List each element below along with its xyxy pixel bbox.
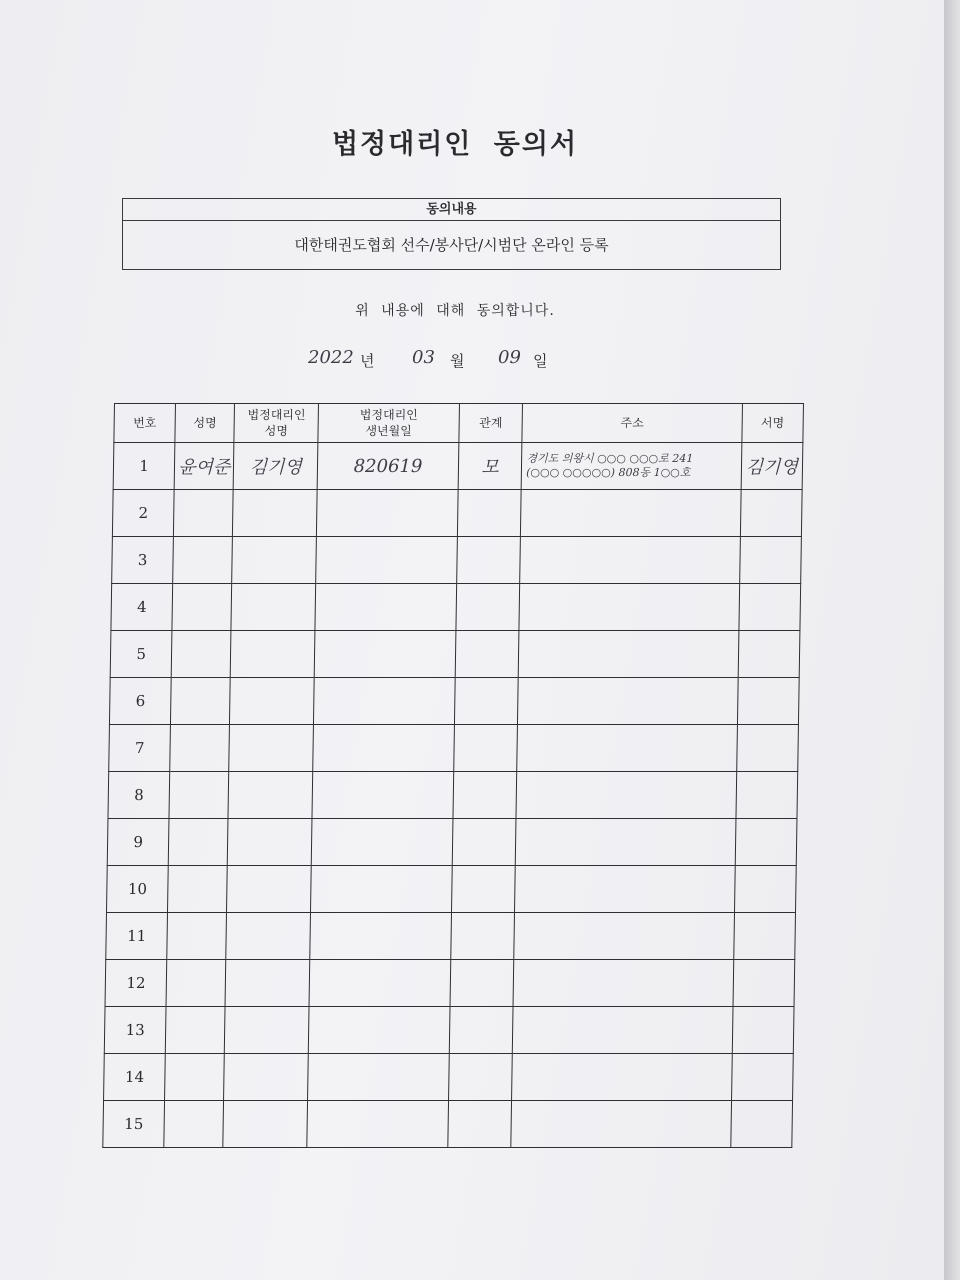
row-address xyxy=(516,772,736,819)
row-address-line1: 경기도 의왕시 ○○○ ○○○로 241 xyxy=(526,452,694,465)
row-relation xyxy=(448,1101,512,1148)
row-guardian-name xyxy=(225,1007,309,1054)
row-relation xyxy=(452,819,516,866)
row-guardian-birth xyxy=(311,866,453,913)
row-guardian-name xyxy=(225,960,309,1007)
document-title: 법정대리인 동의서 xyxy=(331,129,579,160)
header-relation: 관계 xyxy=(459,404,523,443)
row-address xyxy=(517,725,737,772)
row-guardian-birth xyxy=(309,960,451,1007)
row-address xyxy=(521,490,741,537)
table-row xyxy=(109,678,799,725)
row-signature xyxy=(736,725,798,772)
row-name xyxy=(172,584,232,631)
row-relation xyxy=(449,1007,513,1054)
row-address xyxy=(515,819,735,866)
row-relation xyxy=(453,772,517,819)
row-address xyxy=(513,960,733,1007)
row-address xyxy=(511,1101,731,1148)
row-name xyxy=(168,866,228,913)
row-name xyxy=(170,725,230,772)
header-signature: 서명 xyxy=(742,404,804,443)
row-relation xyxy=(449,1054,513,1101)
row-name xyxy=(173,537,233,584)
row-signature xyxy=(737,678,799,725)
guardian-table xyxy=(102,403,804,1148)
row-guardian-birth xyxy=(315,584,457,631)
row-signature xyxy=(738,631,800,678)
row-signature: 김기영 xyxy=(741,443,803,490)
row-name xyxy=(166,960,226,1007)
guardian-table-wrapper xyxy=(102,403,799,1163)
row-name xyxy=(171,631,231,678)
row-address xyxy=(513,1007,733,1054)
row-signature xyxy=(731,1054,793,1101)
row-guardian-name xyxy=(231,584,315,631)
table-row xyxy=(107,819,797,866)
row-number: 5 xyxy=(110,631,172,678)
row-address xyxy=(519,584,739,631)
row-relation xyxy=(454,725,518,772)
row-signature xyxy=(732,1007,794,1054)
row-guardian-name xyxy=(231,631,315,678)
row-signature xyxy=(736,772,798,819)
table-row xyxy=(112,537,802,584)
row-relation xyxy=(455,631,519,678)
table-row xyxy=(109,725,799,772)
row-guardian-name xyxy=(228,772,312,819)
row-address xyxy=(514,913,734,960)
date-line xyxy=(300,346,600,376)
row-address xyxy=(521,443,741,490)
row-name xyxy=(169,772,229,819)
date-day: 09 xyxy=(498,347,521,368)
header-name: 성명 xyxy=(175,404,235,443)
table-row xyxy=(110,631,800,678)
row-address xyxy=(512,1054,732,1101)
table-row xyxy=(103,1101,793,1148)
table-row xyxy=(104,1054,794,1101)
consent-body: 대한태권도협회 선수/봉사단/시범단 온라인 등록 xyxy=(294,236,609,254)
row-guardian-name xyxy=(228,819,312,866)
table-row xyxy=(106,913,796,960)
row-number: 8 xyxy=(108,772,170,819)
row-address xyxy=(515,866,735,913)
row-number: 12 xyxy=(105,960,167,1007)
table-row xyxy=(105,960,795,1007)
table-row xyxy=(104,1007,794,1054)
row-address xyxy=(520,537,740,584)
row-signature xyxy=(739,584,801,631)
row-guardian-birth xyxy=(314,631,456,678)
row-address-line2: (○○○ ○○○○○) 808동 1○○호 xyxy=(526,466,691,479)
row-relation xyxy=(451,866,515,913)
header-guardian-birth xyxy=(318,404,459,443)
row-number: 6 xyxy=(109,678,171,725)
row-guardian-birth xyxy=(307,1101,449,1148)
row-number: 4 xyxy=(111,584,173,631)
row-guardian-birth xyxy=(316,537,458,584)
date-month: 03 xyxy=(412,347,435,368)
row-number: 9 xyxy=(107,819,169,866)
row-signature xyxy=(739,537,801,584)
table-row xyxy=(112,490,802,537)
row-number: 15 xyxy=(103,1101,165,1148)
row-guardian-birth: 820619 xyxy=(317,443,459,490)
row-address xyxy=(518,631,738,678)
row-guardian-birth xyxy=(313,725,455,772)
row-number: 10 xyxy=(106,866,168,913)
row-relation: 모 xyxy=(458,443,522,490)
row-number: 14 xyxy=(104,1054,166,1101)
row-name xyxy=(164,1101,224,1148)
row-number: 2 xyxy=(112,490,174,537)
row-name xyxy=(165,1054,225,1101)
row-name xyxy=(166,1007,226,1054)
row-name xyxy=(174,490,234,537)
date-year: 2022 xyxy=(308,347,354,368)
consent-box xyxy=(122,198,781,270)
table-row xyxy=(106,866,796,913)
header-number: 번호 xyxy=(114,404,176,443)
row-guardian-birth xyxy=(314,678,456,725)
row-relation xyxy=(451,913,515,960)
row-number: 11 xyxy=(106,913,168,960)
row-signature xyxy=(733,913,795,960)
agree-statement: 위 내용에 대해 동의합니다. xyxy=(355,303,555,319)
date-day-label: 일 xyxy=(533,352,548,370)
row-signature xyxy=(734,866,796,913)
row-guardian-birth xyxy=(308,1007,450,1054)
table-row xyxy=(108,772,798,819)
row-guardian-birth xyxy=(312,772,454,819)
row-relation xyxy=(450,960,514,1007)
row-name xyxy=(171,678,231,725)
row-guardian-name xyxy=(224,1054,308,1101)
row-guardian-name xyxy=(229,725,313,772)
header-guardian-name xyxy=(234,404,318,443)
row-relation xyxy=(457,490,521,537)
row-relation xyxy=(457,537,521,584)
row-guardian-birth xyxy=(311,819,453,866)
background-surface xyxy=(944,0,960,1280)
header-guardian-birth-text: 법정대리인 생년월일 xyxy=(359,408,418,438)
row-address xyxy=(518,678,738,725)
row-signature xyxy=(740,490,802,537)
date-year-label: 년 xyxy=(360,352,375,370)
row-number: 3 xyxy=(112,537,174,584)
header-address: 주소 xyxy=(522,404,742,443)
row-signature xyxy=(735,819,797,866)
header-guardian-name-text: 법정대리인 성명 xyxy=(247,408,306,438)
row-name: 윤여준 xyxy=(174,443,234,490)
row-guardian-name xyxy=(233,490,317,537)
row-guardian-birth xyxy=(317,490,459,537)
row-number: 1 xyxy=(113,443,175,490)
table-row xyxy=(111,584,801,631)
table-row xyxy=(113,443,803,490)
row-number: 7 xyxy=(109,725,171,772)
row-relation xyxy=(454,678,518,725)
row-number: 13 xyxy=(104,1007,166,1054)
row-guardian-name xyxy=(230,678,314,725)
row-relation xyxy=(456,584,520,631)
date-month-label: 월 xyxy=(450,352,465,370)
row-guardian-name: 김기영 xyxy=(234,443,318,490)
consent-heading: 동의내용 xyxy=(123,199,780,221)
row-guardian-birth xyxy=(308,1054,450,1101)
row-guardian-name xyxy=(232,537,316,584)
row-name xyxy=(168,819,228,866)
row-guardian-birth xyxy=(310,913,452,960)
row-signature xyxy=(733,960,795,1007)
row-guardian-name xyxy=(227,866,311,913)
row-guardian-name xyxy=(223,1101,307,1148)
table-header-row xyxy=(114,404,804,443)
row-name xyxy=(167,913,227,960)
row-guardian-name xyxy=(226,913,310,960)
row-signature xyxy=(731,1101,793,1148)
